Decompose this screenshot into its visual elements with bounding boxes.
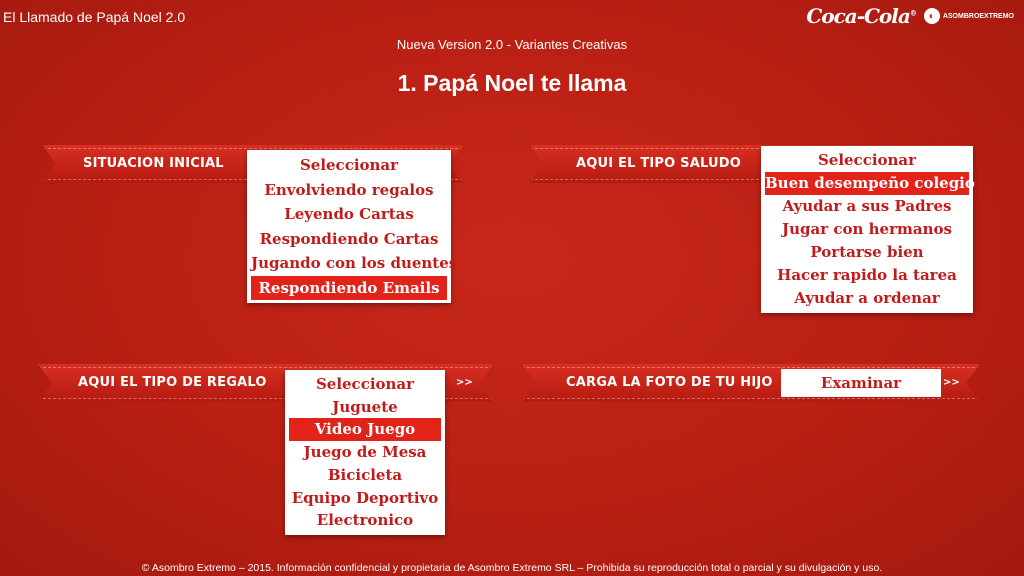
option-portarse-bien[interactable]: Portarse bien (810, 243, 924, 261)
asombro-extremo-logo (924, 8, 1014, 24)
option-respondiendo-emails[interactable]: Respondiendo Emails (251, 276, 447, 301)
option-buen-desempeno-colegio[interactable]: Buen desempeño colegio (765, 172, 969, 195)
option-ayudar-ordenar[interactable]: Ayudar a ordenar (794, 289, 940, 307)
subtitle: Nueva Version 2.0 - Variantes Creativas (396, 37, 628, 52)
option-leyendo-cartas[interactable]: Leyendo Cartas (284, 205, 414, 223)
examinar-button[interactable]: Examinar (781, 369, 941, 397)
option-seleccionar[interactable]: Seleccionar (315, 375, 415, 393)
situacion-inicial-select[interactable] (247, 150, 458, 303)
coca-cola-logo: Coca-Cola® (806, 4, 916, 28)
option-jugando-duentes[interactable]: Jugando con los duentes (251, 254, 458, 272)
ribbon-label: CARGA LA FOTO DE TU HIJO (566, 375, 773, 390)
option-juego-de-mesa[interactable]: Juego de Mesa (303, 443, 427, 462)
option-envolviendo-regalos[interactable]: Envolviendo regalos (264, 180, 434, 199)
brand-logos (806, 4, 1014, 28)
app-title: El Llamado de Papá Noel 2.0 (3, 9, 186, 25)
asombro-logo-text: ASOMBROEXTREMO (942, 12, 1014, 20)
option-bicicleta[interactable]: Bicicleta (327, 465, 403, 484)
asombro-logo-icon: ◐ (924, 8, 940, 24)
next-arrow[interactable]: >> (943, 377, 960, 388)
page-title: 1. Papá Noel te llama (397, 70, 627, 96)
option-equipo-deportivo[interactable]: Equipo Deportivo (291, 488, 439, 507)
option-juguete[interactable]: Juguete (332, 397, 398, 416)
option-seleccionar[interactable]: Seleccionar (817, 151, 917, 169)
option-jugar-hermanos[interactable]: Jugar con hermanos (782, 220, 952, 238)
option-ayudar-padres[interactable]: Ayudar a sus Padres (782, 197, 952, 215)
ribbon-label: AQUI EL TIPO SALUDO (576, 156, 741, 171)
next-arrow[interactable]: >> (456, 377, 473, 388)
ribbon-label: AQUI EL TIPO DE REGALO (78, 375, 267, 390)
footer-copyright: © Asombro Extremo – 2015. Información confidencial y propietaria de Asombro Extremo SRL – Prohibida su reproducción total o parcial y su divulgación y uso. (141, 562, 883, 574)
coca-cola-logo-text: Coca-Cola (806, 4, 910, 28)
option-video-juego[interactable]: Video Juego (289, 418, 441, 441)
tipo-saludo-select[interactable] (761, 146, 973, 313)
option-hacer-rapido-tarea[interactable]: Hacer rapido la tarea (777, 266, 957, 284)
option-seleccionar[interactable]: Seleccionar (299, 156, 399, 174)
option-respondiendo-cartas[interactable]: Respondiendo Cartas (259, 229, 439, 248)
option-electronico[interactable]: Electronico (316, 511, 414, 530)
tipo-regalo-select[interactable] (285, 370, 445, 535)
ribbon-label: SITUACION INICIAL (83, 156, 224, 171)
